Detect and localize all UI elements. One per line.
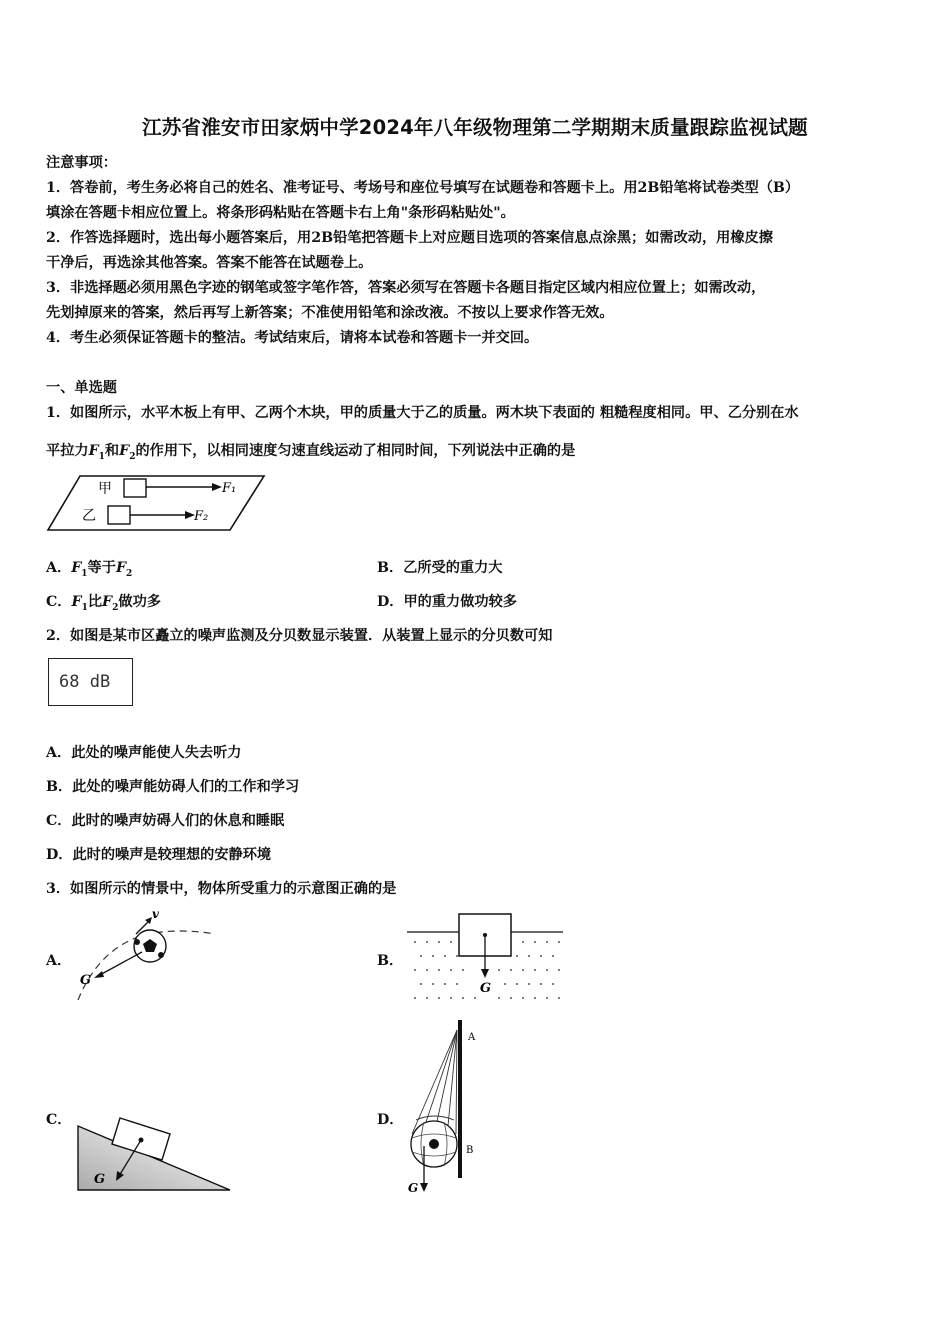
label-g: G	[408, 1181, 419, 1195]
q3-figure-a	[70, 906, 220, 1006]
label-g: G	[94, 1172, 106, 1187]
decibel-display	[48, 658, 133, 706]
arrow-g-icon	[420, 1183, 428, 1192]
q1-option-c[interactable]: C．$F_1$比$F_2$做功多	[46, 594, 161, 613]
arrow-f1-icon	[212, 483, 222, 491]
notice-line: 填涂在答题卡相应位置上。将条形码粘贴在答题卡右上角"条形码粘贴处"。	[46, 205, 515, 221]
notice-line: 2．作答选择题时，选出每小题答案后，用2B铅笔把答题卡上对应题目选项的答案信息点涂黑；如需改动，用橡皮擦	[46, 230, 773, 246]
q3-figure-b	[405, 910, 565, 1004]
decibel-value: 68 dB	[59, 672, 111, 692]
label-point-b: B	[466, 1145, 474, 1156]
notice-line: 1．答卷前，考生务必将自己的姓名、准考证号、考场号和座位号填写在试题卷和答题卡上。用2B铅笔将试卷类型（B）	[46, 180, 800, 196]
arrow-v-icon	[145, 917, 152, 924]
exam-title: 江苏省淮安市田家炳中学2024年八年级物理第二学期期末质量跟踪监视试题	[142, 116, 808, 139]
q3-stem: 3．如图所示的情景中，物体所受重力的示意图正确的是	[46, 881, 397, 897]
q1-option-a[interactable]: A．$F_1$等于$F_2$	[46, 560, 133, 579]
q1-option-b[interactable]: B．乙所受的重力大	[377, 560, 503, 576]
label-g: G	[80, 973, 92, 988]
label-f1: F₁	[222, 481, 237, 496]
notice-line: 先划掉原来的答案，然后再写上新答案；不准使用铅笔和涂改液。不按以上要求作答无效。	[46, 305, 614, 321]
section-heading: 一、单选题	[46, 380, 117, 396]
block-yi	[108, 506, 130, 524]
notice-line: 干净后，再选涂其他答案。答案不能答在试题卷上。	[46, 255, 373, 271]
q2-option-c[interactable]: C．此时的噪声妨碍人们的休息和睡眠	[46, 813, 285, 829]
wall	[458, 1020, 462, 1178]
notice-line: 3．非选择题必须用黑色字迹的钢笔或签字笔作答，答案必须写在答题卡各题目指定区域内相应位置上；如需改动，	[46, 280, 766, 296]
q1-stem-line1: 1．如图所示，水平木板上有甲、乙两个木块，甲的质量大于乙的质量。两木块下表面的 粗糙程度相同。甲、乙分别在水	[46, 405, 799, 421]
q3-option-a-label[interactable]: A．	[46, 953, 72, 969]
arrow-g-icon	[94, 971, 104, 978]
label-f2: F₂	[194, 509, 209, 524]
q1-stem-line2: 平拉力$F_1$和$F_2$的作用下，以相同速度匀速直线运动了相同时间，下列说法中正确的是	[46, 443, 576, 462]
q3-figure-c	[74, 1114, 234, 1194]
label-jia: 甲	[98, 481, 112, 497]
block-jia	[124, 479, 146, 497]
notice-line: 4．考生必须保证答题卡的整洁。考试结束后，请将本试卷和答题卡一并交回。	[46, 330, 539, 346]
q1-option-d[interactable]: D．甲的重力做功较多	[377, 594, 517, 610]
label-yi: 乙	[82, 508, 96, 524]
q2-stem: 2．如图是某市区矗立的噪声监测及分贝数显示装置．从装置上显示的分贝数可知	[46, 628, 553, 644]
q2-option-a[interactable]: A．此处的噪声能使人失去听力	[46, 745, 242, 761]
q3-option-d-label[interactable]: D．	[377, 1112, 404, 1128]
label-point-a: A	[468, 1032, 476, 1043]
label-g: G	[480, 981, 492, 996]
net-bag	[412, 1030, 457, 1134]
notice-heading: 注意事项：	[46, 155, 117, 171]
label-v: v	[152, 907, 159, 921]
q2-option-d[interactable]: D．此时的噪声是较理想的安静环境	[46, 847, 272, 863]
arrow-g-icon	[481, 969, 489, 978]
q2-option-b[interactable]: B．此处的噪声能妨碍人们的工作和学习	[46, 779, 300, 795]
q1-figure	[44, 470, 266, 536]
q3-option-b-label[interactable]: B．	[377, 953, 404, 969]
q3-option-c-label[interactable]: C．	[46, 1112, 72, 1128]
q3-figure-d	[402, 1016, 492, 1198]
